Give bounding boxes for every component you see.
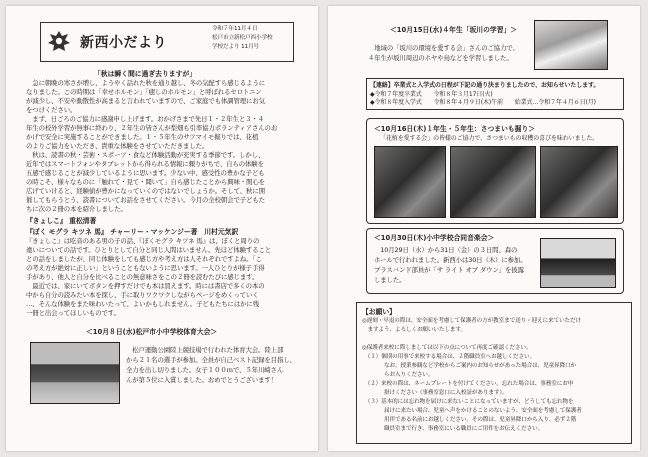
body-line: 中から自分の読みたい本を探し、手に取りワクワクしながらページをめくっていく bbox=[26, 291, 259, 299]
right-page bbox=[328, 6, 640, 451]
concert-heading: ＜10月30日(木)小中学校合同音楽会＞ bbox=[374, 234, 495, 242]
study-line: 地域の「坂川の環境を愛する会」さんのご協力で、 bbox=[368, 44, 519, 52]
request-line: （３）基本的には忘れ物を届けに来ないことになっていますが、どうしても忘れ物を bbox=[362, 399, 574, 405]
body-line: 一冊と出会ってほしいものです。 bbox=[26, 309, 120, 317]
study-line: ４年生が坂川周辺のホヤや鳥などを学習しました。 bbox=[368, 54, 513, 62]
track-line: 松戸運動公園陸上競技場で行われた体育大会。陸上部 bbox=[126, 346, 284, 354]
issue-date: 令和７年11月４日 bbox=[212, 26, 258, 32]
track-line: から２１名の選手が参加。全員が自己ベスト記録を目指し、 bbox=[126, 356, 296, 364]
request-line: （２）来校の際は、ネームプレートを付けてください。忘れた場合は、事務室にお申 bbox=[362, 381, 574, 387]
body-line: 催してもらうとう、読書についてお話をさせてください。今月の全校朝会で子どもた bbox=[26, 196, 265, 204]
body-line: が減少し、不安や動散性が高まると言われていますので、ご家庭でも体調管理にお気 bbox=[26, 97, 265, 105]
newsletter-title: 新西小だより bbox=[80, 35, 167, 51]
concert-line: 10月29日（水）から31日（金）の３日間、森の bbox=[374, 246, 518, 254]
body-line: なりました。この時期は「幸せホルモン」「癒しのホルモン」と呼ばれるセロトニン bbox=[26, 88, 262, 96]
body-line: の考え方が絶対に正しい」ということもないように思います。一人ひとりが様子手得 bbox=[26, 264, 265, 272]
body-line: 急に朝晩の寒さが増し、ようやく話れた秋を通り越し、冬の気配すら感じるように bbox=[26, 79, 266, 87]
track-meet-heading: ＜10月８日(水)松戸市小中学校体育大会＞ bbox=[86, 328, 218, 336]
body-line: との話をしましたが、同じ体験をしても感じ方や考え方は人それぞれですよね。「こ bbox=[26, 255, 262, 263]
request-line: 用伴である名前にお越しください。その際は、児童昇降口から入り、必ず２階 bbox=[362, 417, 577, 423]
track-line: んが第５位に入賞しました。おめでとうございます！ bbox=[126, 376, 277, 384]
concert-line: ブラスバンド部員が「サ ライト オブ ダウン」を披露 bbox=[374, 266, 524, 274]
body-line: の時こそ、様々なものに「触れて・見て・聞いて」自ら感じたことから興味・関心を bbox=[26, 178, 265, 186]
body-line: をつけください。 bbox=[26, 106, 77, 114]
newsletter-logo bbox=[46, 28, 72, 54]
entrance-date: ◆令和８年度入学式 令和８年４月９日(木)午前 始業式…令和７年４月６日(月) bbox=[370, 99, 596, 106]
river-study-photo bbox=[534, 20, 608, 70]
request-line: なお、授業参観など学校からご案内のお知らせがあった場合は、児童昇降口か bbox=[362, 363, 577, 369]
ceremony-notice-heading: 【連絡】卒業式と入学式の日程が下記の通り決まりましたので、お知らせいたします。 bbox=[370, 82, 600, 89]
river-study-heading: ＜10月15日(水)４年生「坂川の学習」＞ bbox=[390, 26, 518, 34]
request-line: らお入りください。 bbox=[362, 372, 434, 378]
harvest-heading: ＜10月16日(木)１年生・５年生：さつまいも掘り＞ bbox=[374, 125, 536, 133]
body-line: かげで安全に実施することができました。１・５年生のサツマイモ掘りでは、花植 bbox=[26, 133, 259, 141]
concert-line: しました。 bbox=[374, 276, 406, 284]
book1-heading: 『きょしこ』 重松清著 bbox=[26, 217, 97, 225]
request-line: 職員室まで行き、事務室にいる職員にご用件をお伝えください。 bbox=[362, 426, 544, 432]
request-heading: 【お願い】 bbox=[362, 308, 396, 316]
graduation-date: ◆令和７年度卒業式 令和８年３月17日(火) bbox=[370, 91, 493, 98]
left-page bbox=[6, 6, 318, 451]
body-line: 広げていけると、経験値が豊かになっていくのではないでしょうか。そして、秋に開 bbox=[26, 187, 265, 195]
body-line: 『きょしこ』は吃音のある男の子の話、『ぼくモグラ キツネ 馬』は、ぼくと周りの bbox=[26, 237, 260, 245]
harvest-photo-3 bbox=[540, 146, 618, 218]
book2-heading: 『ぼく モグラ キツネ 馬』 チャーリー・マッケンジー著 川村元気訳 bbox=[26, 228, 239, 236]
concert-photo bbox=[540, 238, 616, 288]
request-line: 届けに来たい場合、児童へ声をかけることのないよう、安全面を考慮して保護者 bbox=[362, 408, 582, 414]
request-line: 掛けください（事務室窓口に入校証があります）。 bbox=[362, 390, 508, 396]
body-line: 手があり、他人と自分を比べることの無意味さをこの２冊を読むたびに感じます。 bbox=[26, 273, 259, 281]
body-line: 秋は、読書の秋・芸術・スポーツ・食など体験活動が充実する季節です。しかし、 bbox=[26, 151, 265, 159]
body-line: 年生の校外学習が無事に終わり、２年生の皆さんが梨畑も引率協力ボランティアさんのお bbox=[26, 124, 278, 132]
harvest-body: 「花植を愛する会」の皆様のご協力で、さつまいもの収穫の喜びを味わいました。 bbox=[380, 135, 599, 142]
request-line: ますよう、よろしくお願いいたします。 bbox=[362, 327, 466, 333]
body-line: …、そんな体験をまた味わいたって、よいかもしれません。子どもたちにはかに残 bbox=[26, 300, 260, 308]
body-line: 最近では、家にいてボタンを押すだけでも本は買えます。時には書店で多くの本の bbox=[26, 282, 265, 290]
body-line: のよりご協力をいただき、貴重な体験をさせていただきました。 bbox=[26, 142, 209, 150]
track-meet-photo bbox=[30, 342, 120, 404]
request-line: （１）個別の用事で来校する場合は、２階職員室へお越しください。 bbox=[362, 354, 536, 360]
harvest-photo-2 bbox=[450, 146, 536, 218]
concert-line: ホールで行われました。新西小は30日（木）に参加。 bbox=[374, 256, 527, 264]
school-name: 松戸市立新松戸西小学校 bbox=[212, 35, 273, 41]
autumn-heading: 「秋は瞬く間に過ぎ去りますが」 bbox=[94, 70, 196, 78]
request-line: ◎保護者来校に際しましては以下の点について再度ご確認ください。 bbox=[362, 345, 532, 351]
issue-number: 学校だより 11月号 bbox=[212, 44, 260, 50]
body-line: ちに次の２冊の本を紹介しました。 bbox=[26, 205, 127, 213]
harvest-photo-1 bbox=[374, 146, 446, 218]
body-line: 近年ではスマートフォンやタブレットから得られる情報に頼りがちで、自らの体験を bbox=[26, 160, 264, 168]
body-line: まず、日ごろのご協力に感謝申し上げます。おかげさまで先日１・２年生と３・４ bbox=[26, 115, 265, 123]
request-line: ◎遅刻・早退の際は、安全面を考慮して保護者の方が教室まで送り・迎えに来ていただけ bbox=[362, 318, 582, 324]
body-line: 違いについての話です。ひとりとして自分と同じ人間はいません。先ほど体験すること bbox=[26, 246, 272, 254]
body-line: 五感で感じることが減少しているように思います。少ない中、感受性の豊かな子ども bbox=[26, 169, 265, 177]
track-line: 全力を出し切りました。女子１００ｍで、５年川崎さん bbox=[126, 366, 284, 374]
